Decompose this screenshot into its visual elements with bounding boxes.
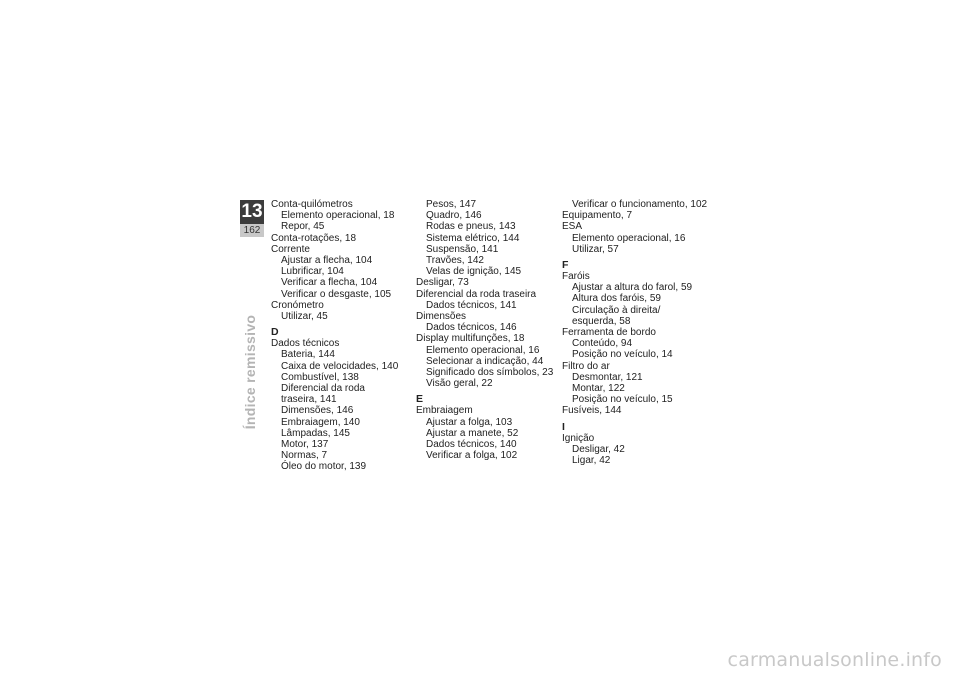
- index-subentry: Verificar a flecha, 104: [281, 277, 378, 289]
- index-entry: Dados técnicos: [271, 338, 340, 350]
- index-entry: Corrente: [271, 243, 310, 255]
- index-entry: Dimensões: [416, 311, 467, 323]
- index-subentry: Ajustar a manete, 52: [426, 427, 519, 439]
- index-subentry: Elemento operacional, 16: [572, 232, 686, 244]
- index-subentry: Caixa de velocidades, 140: [281, 360, 399, 372]
- index-entry: Diferencial da roda traseira: [416, 288, 537, 300]
- index-entry: Ignição: [562, 432, 595, 444]
- index-subentry: Óleo do motor, 139: [281, 461, 367, 473]
- index-subentry: Suspensão, 141: [426, 243, 499, 255]
- index-subentry: Selecionar a indicação, 44: [426, 355, 544, 367]
- index-subentry: Verificar a folga, 102: [426, 450, 518, 462]
- chapter-tab: [240, 200, 264, 237]
- index-subentry: Motor, 137: [281, 439, 329, 451]
- index-entry: Cronómetro: [271, 299, 324, 311]
- index-subentry: Desmontar, 121: [572, 371, 643, 383]
- index-subentry: Velas de ignição, 145: [426, 266, 522, 278]
- index-subentry: Posição no veículo, 14: [572, 349, 673, 361]
- index-subentry: Dados técnicos, 146: [426, 322, 517, 334]
- index-subentry: Bateria, 144: [281, 349, 335, 361]
- index-subentry: Significado dos símbolos, 23: [426, 367, 554, 379]
- index-subentry: Quadro, 146: [426, 210, 482, 222]
- index-subentry: Lâmpadas, 145: [281, 427, 350, 439]
- index-entry: ESA: [562, 221, 583, 233]
- index-subentry: Ligar, 42: [572, 455, 611, 467]
- index-subentry: Posição no veículo, 15: [572, 394, 673, 406]
- index-subentry: Desligar, 42: [572, 443, 625, 455]
- index-subentry: Dados técnicos, 140: [426, 439, 517, 451]
- index-entry: Filtro do ar: [562, 360, 610, 372]
- chapter-number: 13: [241, 201, 263, 222]
- index-subentry: Elemento operacional, 18: [281, 210, 395, 222]
- index-entry: Desligar, 73: [416, 277, 469, 289]
- index-letter-heading: F: [562, 259, 569, 272]
- index-entry: Conta-rotações, 18: [271, 232, 357, 244]
- index-subentry: Circulação à direita/: [572, 304, 661, 316]
- section-title: Índice remissivo: [242, 314, 258, 430]
- index-subentry: Diferencial da roda: [281, 383, 365, 395]
- index-entry: Conta-quilómetros: [271, 199, 353, 210]
- index-subentry: Ajustar a flecha, 104: [281, 255, 373, 267]
- index-subentry: Altura dos faróis, 59: [572, 293, 661, 305]
- index-column-3: [562, 199, 712, 466]
- index-subentry: Conteúdo, 94: [572, 338, 633, 350]
- index-subentry: Utilizar, 57: [572, 243, 619, 255]
- index-subentry: Dados técnicos, 141: [426, 299, 517, 311]
- index-subentry: Verificar o desgaste, 105: [281, 288, 392, 300]
- index-letter-heading: I: [562, 420, 565, 433]
- index-subentry: Verificar o funcionamento, 102: [572, 199, 708, 210]
- index-subentry: traseira, 141: [281, 394, 337, 406]
- index-column-1: [271, 199, 421, 473]
- index-entry: Ferramenta de bordo: [562, 327, 656, 339]
- index-subentry: Lubrificar, 104: [281, 266, 344, 278]
- index-letter-heading: E: [416, 393, 424, 406]
- index-subentry: Dimensões, 146: [281, 405, 354, 417]
- index-subentry: Rodas e pneus, 143: [426, 221, 516, 233]
- index-subentry: Travões, 142: [426, 255, 484, 267]
- index-subentry: Normas, 7: [281, 450, 328, 462]
- index-subentry: Ajustar a altura do farol, 59: [572, 282, 693, 294]
- index-subentry: Ajustar a folga, 103: [426, 416, 513, 428]
- index-entry: Fusíveis, 144: [562, 405, 622, 417]
- index-subentry: Sistema elétrico, 144: [426, 232, 520, 244]
- index-subentry: Repor, 45: [281, 221, 325, 233]
- index-entry: Faróis: [562, 271, 590, 283]
- index-subentry: Elemento operacional, 16: [426, 344, 540, 356]
- index-subentry: Combustível, 138: [281, 371, 359, 383]
- index-letter-heading: D: [271, 326, 279, 339]
- index-subentry: Montar, 122: [572, 383, 625, 395]
- index-subentry: Pesos, 147: [426, 199, 477, 210]
- index-subentry: Visão geral, 22: [426, 378, 493, 390]
- index-subentry: Utilizar, 45: [281, 311, 328, 323]
- index-subentry: Embraiagem, 140: [281, 416, 360, 428]
- index-entry: Embraiagem: [416, 405, 473, 417]
- index-subentry: esquerda, 58: [572, 315, 631, 327]
- index-entry: Display multifunções, 18: [416, 333, 525, 345]
- index-entry: Equipamento, 7: [562, 210, 633, 222]
- page-number: 162: [240, 224, 264, 237]
- index-column-2: [416, 199, 566, 461]
- watermark: carmanualsonline.info: [727, 649, 942, 671]
